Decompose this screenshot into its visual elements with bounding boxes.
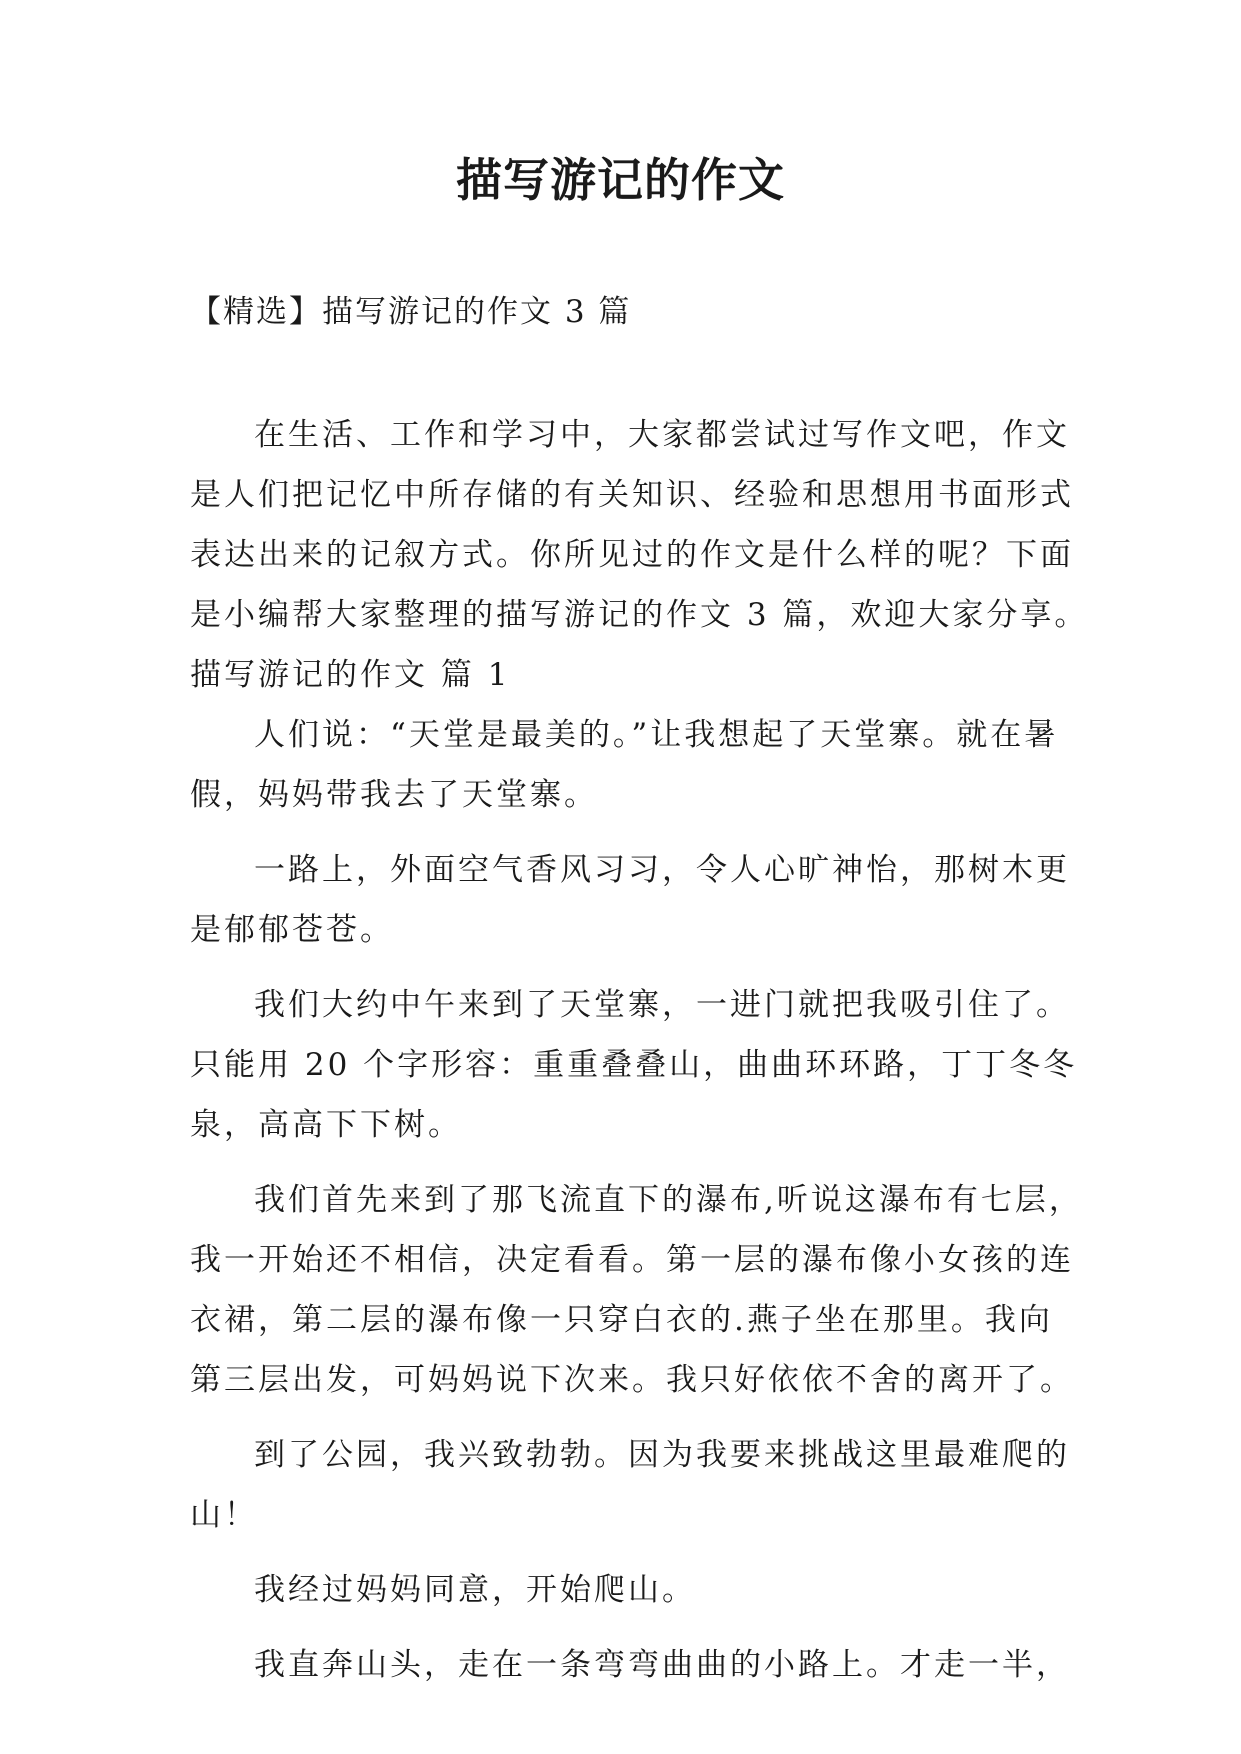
intro-paragraph (190, 405, 1089, 645)
text-line: 山！ (190, 1497, 258, 1533)
paragraph (190, 1425, 1070, 1545)
paragraph (190, 705, 1070, 825)
text-line: 我们首先来到了那飞流直下的瀑布,听说这瀑布有七层， (254, 1182, 1083, 1218)
section-heading: 描写游记的作文 篇 1 (190, 657, 511, 693)
text-line: 我们大约中午来到了天堂寨，一进门就把我吸引住了。 (254, 987, 1070, 1023)
text-line: 表达出来的记叙方式。你所见过的作文是什么样的呢？下面 (190, 537, 1074, 573)
text-line: 只能用 20 个字形容：重重叠叠山，曲曲环环路，丁丁冬冬 (190, 1047, 1078, 1083)
text-line: 衣裙，第二层的瀑布像一只穿白衣的.燕子坐在那里。我向 (190, 1302, 1053, 1338)
paragraph (190, 1170, 1083, 1410)
text-line: 我直奔山头，走在一条弯弯曲曲的小路上。才走一半， (254, 1647, 1070, 1683)
text-line: 到了公园，我兴致勃勃。因为我要来挑战这里最难爬的 (254, 1437, 1070, 1473)
paragraph (190, 1635, 1070, 1695)
document-subtitle: 【精选】描写游记的作文 3 篇 (190, 294, 632, 330)
text-line: 一路上，外面空气香风习习，令人心旷神怡，那树木更 (254, 852, 1070, 888)
paragraph (190, 840, 1070, 960)
text-line: 人们说：“天堂是最美的。”让我想起了天堂寨。就在暑 (254, 717, 1059, 753)
text-line: 第三层出发，可妈妈说下次来。我只好依依不舍的离开了。 (190, 1362, 1074, 1398)
paragraph (190, 1560, 1070, 1620)
text-line: 在生活、工作和学习中，大家都尝试过写作文吧，作文 (254, 417, 1070, 453)
text-line: 是人们把记忆中所存储的有关知识、经验和思想用书面形式 (190, 477, 1074, 513)
document-title: 描写游记的作文 (456, 153, 785, 207)
text-line: 我经过妈妈同意，开始爬山。 (254, 1572, 696, 1608)
document-body (190, 405, 1089, 1710)
paragraph (190, 975, 1078, 1155)
text-line: 我一开始还不相信，决定看看。第一层的瀑布像小女孩的连 (190, 1242, 1074, 1278)
text-line: 是小编帮大家整理的描写游记的作文 3 篇，欢迎大家分享。 (190, 597, 1089, 633)
text-line: 泉，高高下下树。 (190, 1107, 462, 1143)
text-line: 是郁郁苍苍。 (190, 912, 394, 948)
text-line: 假，妈妈带我去了天堂寨。 (190, 777, 598, 813)
